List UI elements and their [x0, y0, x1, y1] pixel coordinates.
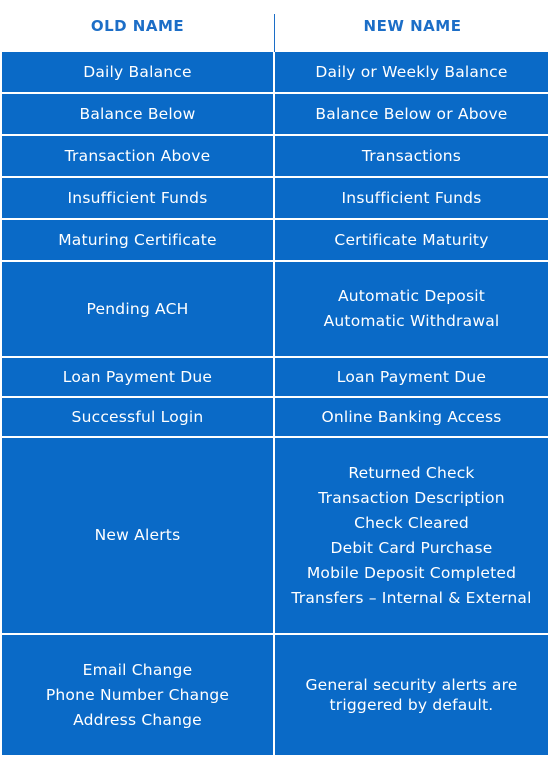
new-name-text: Mobile Deposit Completed: [306, 563, 517, 582]
new-name-text: Loan Payment Due: [336, 367, 487, 386]
new-name-cell: [275, 358, 548, 396]
old-name-text: Daily Balance: [83, 62, 192, 81]
old-name-cell: [2, 262, 273, 356]
alert-name-table: [2, 52, 548, 755]
new-name-cell: [275, 178, 548, 218]
old-name-cell: [2, 358, 273, 396]
new-name-cell: [275, 136, 548, 176]
table-row: [2, 220, 548, 260]
new-name-text: Transactions: [361, 146, 462, 165]
old-name-cell: [2, 635, 273, 755]
old-name-text: Loan Payment Due: [62, 367, 213, 386]
new-name-text: Certificate Maturity: [334, 230, 489, 249]
old-name-text: Email Change: [82, 660, 193, 679]
new-name-text: Daily or Weekly Balance: [315, 62, 508, 81]
old-name-cell: [2, 178, 273, 218]
old-name-text: Balance Below: [79, 104, 196, 123]
old-name-text: New Alerts: [94, 526, 181, 544]
new-name-cell: [275, 438, 548, 633]
old-name-cell: [2, 398, 273, 436]
table-row: [2, 262, 548, 356]
new-name-cell: [275, 262, 548, 356]
old-name-text: Insufficient Funds: [67, 188, 208, 207]
security-alerts-note: General security alerts are triggered by default.: [305, 676, 518, 714]
new-name-text: Debit Card Purchase: [330, 538, 493, 557]
old-name-header: OLD NAME: [90, 17, 185, 35]
table-row: [2, 178, 548, 218]
old-name-cell: [2, 94, 273, 134]
table-row: [2, 438, 548, 633]
new-name-text: Automatic Withdrawal: [323, 312, 500, 330]
table-row: [2, 358, 548, 396]
new-name-text: Balance Below or Above: [315, 104, 508, 123]
old-name-text: Pending ACH: [86, 299, 189, 318]
new-name-cell: [275, 220, 548, 260]
new-name-header: NEW NAME: [363, 17, 462, 35]
new-name-text: Automatic Deposit: [337, 287, 486, 305]
old-name-text: Successful Login: [71, 407, 204, 426]
new-name-text: Insufficient Funds: [341, 188, 482, 207]
new-name-cell: [275, 52, 548, 92]
new-name-text: Check Cleared: [354, 513, 469, 532]
new-name-cell: [275, 635, 548, 755]
old-name-cell: [2, 52, 273, 92]
old-name-text: Maturing Certificate: [58, 230, 217, 249]
table-row: [2, 398, 548, 436]
new-name-cell: [275, 398, 548, 436]
table-row: [2, 136, 548, 176]
old-name-cell: [2, 136, 273, 176]
new-name-text: Transaction Description: [318, 488, 505, 507]
table-row: [2, 94, 548, 134]
old-name-cell: [2, 220, 273, 260]
new-name-text: Online Banking Access: [321, 407, 502, 426]
header-divider: [274, 14, 275, 52]
old-name-text: Address Change: [73, 710, 202, 729]
table-row: [2, 635, 548, 755]
new-name-text: Returned Check: [348, 463, 475, 482]
table-header: [0, 0, 550, 52]
old-name-text: Phone Number Change: [45, 685, 230, 704]
new-name-text: Transfers – Internal & External: [291, 588, 532, 607]
old-name-text: Transaction Above: [64, 146, 211, 165]
table-row: [2, 52, 548, 92]
new-name-cell: [275, 94, 548, 134]
old-name-cell: [2, 438, 273, 633]
